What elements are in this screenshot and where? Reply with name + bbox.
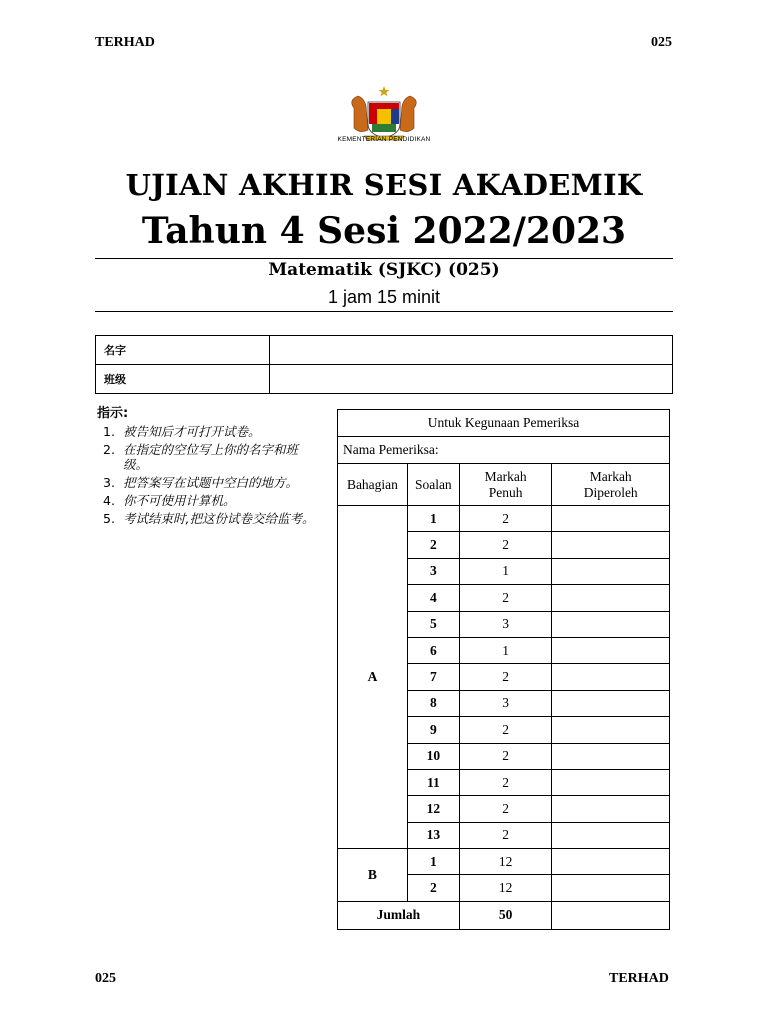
full-marks: 3 — [459, 690, 552, 716]
instructions-heading: 指示: — [97, 406, 129, 421]
footer-classification: TERHAD — [609, 971, 669, 986]
ministry-caption: KEMENTERIAN PENDIDIKAN — [337, 136, 431, 143]
question-number: 2 — [407, 532, 459, 558]
full-marks: 3 — [459, 611, 552, 637]
question-number: 11 — [407, 769, 459, 795]
question-number: 1 — [407, 849, 459, 875]
question-number: 7 — [407, 664, 459, 690]
class-field[interactable] — [270, 365, 673, 394]
instruction-item: 5. 考试结束时,把这份试卷交给监考。 — [103, 511, 315, 526]
table-row — [338, 849, 670, 875]
marks-obtained-cell[interactable] — [552, 690, 670, 716]
question-number: 3 — [407, 558, 459, 584]
subject-name: Matematik (SJKC) (025) — [268, 260, 500, 280]
exam-title: UJIAN AKHIR SESI AKADEMIK — [125, 168, 643, 202]
instruction-item: 1. 被告知后才可打开试卷。 — [103, 424, 261, 439]
examiner-table-title: Untuk Kegunaan Pemeriksa — [338, 410, 670, 437]
title-divider-bottom — [95, 311, 673, 312]
marks-obtained-cell[interactable] — [552, 506, 670, 532]
full-marks: 2 — [459, 532, 552, 558]
table-row — [338, 506, 670, 532]
marks-obtained-cell[interactable] — [552, 664, 670, 690]
col-full-marks-header: Markah Penuh — [459, 464, 552, 506]
title-divider-top — [95, 258, 673, 259]
full-marks: 12 — [459, 849, 552, 875]
question-number: 4 — [407, 585, 459, 611]
marks-obtained-cell[interactable] — [552, 769, 670, 795]
full-marks: 2 — [459, 796, 552, 822]
question-number: 10 — [407, 743, 459, 769]
instructions — [97, 402, 322, 529]
instruction-item: 2. 在指定的空位写上你的名字和班级。 — [103, 442, 299, 472]
marks-obtained-cell[interactable] — [552, 796, 670, 822]
marks-obtained-cell[interactable] — [552, 532, 670, 558]
question-number: 8 — [407, 690, 459, 716]
question-number: 12 — [407, 796, 459, 822]
full-marks: 2 — [459, 822, 552, 848]
header-code: 025 — [651, 35, 672, 50]
full-marks: 2 — [459, 743, 552, 769]
footer-code: 025 — [95, 971, 116, 986]
full-marks: 12 — [459, 875, 552, 901]
marks-obtained-cell[interactable] — [552, 558, 670, 584]
marks-obtained-cell[interactable] — [552, 822, 670, 848]
full-marks: 2 — [459, 664, 552, 690]
examiner-marks-table — [337, 409, 670, 930]
full-marks: 2 — [459, 769, 552, 795]
col-question-header: Soalan — [407, 464, 459, 506]
total-obtained-cell[interactable] — [552, 901, 670, 929]
total-value: 50 — [459, 901, 552, 929]
marks-obtained-cell[interactable] — [552, 611, 670, 637]
question-number: 1 — [407, 506, 459, 532]
question-number: 2 — [407, 875, 459, 901]
section-cell: B — [338, 849, 408, 902]
exam-year-session: Tahun 4 Sesi 2022/2023 — [141, 210, 627, 252]
marks-obtained-cell[interactable] — [552, 717, 670, 743]
exam-duration: 1 jam 15 minit — [327, 287, 441, 307]
name-label: 名字 — [96, 336, 270, 365]
full-marks: 1 — [459, 558, 552, 584]
marks-obtained-cell[interactable] — [552, 849, 670, 875]
name-field[interactable] — [270, 336, 673, 365]
class-label: 班级 — [96, 365, 270, 394]
full-marks: 2 — [459, 717, 552, 743]
total-label: Jumlah — [338, 901, 460, 929]
full-marks: 2 — [459, 506, 552, 532]
examiner-name-label: Nama Pemeriksa: — [338, 437, 670, 464]
question-number: 9 — [407, 717, 459, 743]
col-marks-obtained-header: Markah Diperoleh — [552, 464, 670, 506]
marks-obtained-cell[interactable] — [552, 875, 670, 901]
question-number: 13 — [407, 822, 459, 848]
col-section-header: Bahagian — [338, 464, 408, 506]
instruction-item: 4. 你不可使用计算机。 — [103, 493, 236, 508]
marks-obtained-cell[interactable] — [552, 637, 670, 663]
question-number: 5 — [407, 611, 459, 637]
marks-obtained-cell[interactable] — [552, 585, 670, 611]
section-cell: A — [338, 506, 408, 849]
header-classification: TERHAD — [95, 35, 155, 50]
instruction-item: 3. 把答案写在试题中空白的地方。 — [103, 475, 299, 490]
student-info-table — [95, 335, 673, 394]
marks-obtained-cell[interactable] — [552, 743, 670, 769]
full-marks: 1 — [459, 637, 552, 663]
full-marks: 2 — [459, 585, 552, 611]
question-number: 6 — [407, 637, 459, 663]
